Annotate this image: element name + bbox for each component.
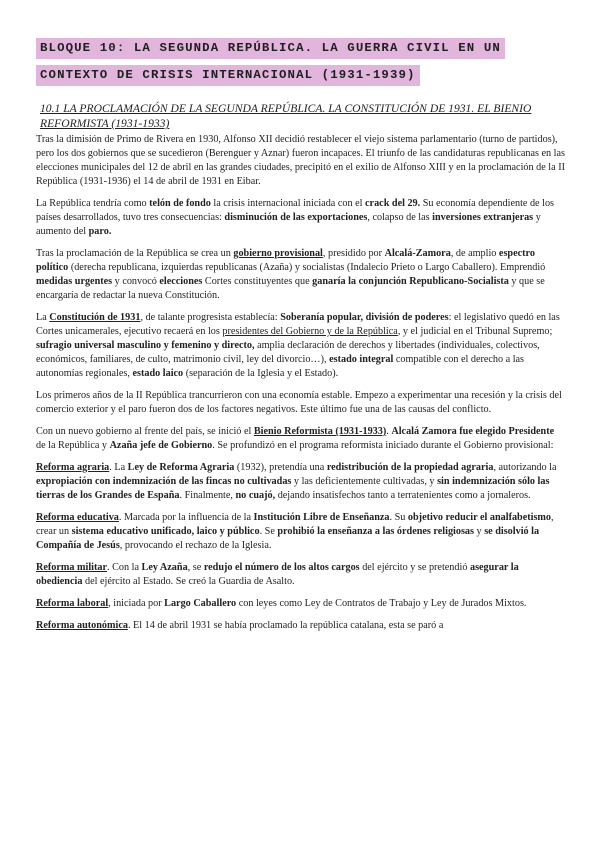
bold-text-run: Soberanía popular, división de poderes: [280, 312, 449, 323]
paragraph-provisional-government: [36, 247, 566, 303]
bold-text-run: Reforma educativa: [36, 512, 119, 523]
text-run: dejando insatisfechos tanto a terratenientes como a jornaleros.: [275, 490, 531, 501]
text-run: , iniciada por: [108, 598, 165, 609]
text-run: del ejército al Estado. Se creó la Guardia de Asalto.: [82, 576, 295, 587]
text-run: Con un nuevo gobierno al frente del país, se inició el: [36, 426, 254, 437]
paragraph-reformist-biennium: [36, 425, 566, 453]
bold-text-run: inversiones extranjeras: [432, 212, 534, 223]
text-run: Los primeros años de la II República trancurrieron con una economía estable. Empezo a experimentar una recesión y la crisis del comercio exterior y el paro fueron dos de los factores negativos. Este último fue una de las causas del conflicto.: [36, 390, 562, 415]
paragraph-military-reform: [36, 561, 566, 589]
text-run: , colapso de las: [367, 212, 433, 223]
text-run: de la República y: [36, 440, 110, 451]
text-run: . Se: [259, 526, 278, 537]
bold-text-run: prohibió la enseñanza a las órdenes religiosas: [277, 526, 474, 537]
text-run: y las deficientemente cultivadas, y: [291, 476, 438, 487]
bold-text-run: estado laico: [132, 368, 184, 379]
document-body: [36, 133, 566, 641]
bold-text-run: espectro político: [36, 248, 535, 273]
text-run: Tras la proclamación de la República se crea un: [36, 248, 234, 259]
paragraph-agrarian-reform: [36, 461, 566, 503]
text-run: , de amplio: [450, 248, 499, 259]
bold-text-run: objetivo reducir el analfabetismo: [407, 512, 552, 523]
bold-text-run: sistema educativo unificado, laico y público: [71, 526, 260, 537]
text-run: (1932), pretendía una: [234, 462, 327, 473]
bold-text-run: Reforma autonómica: [36, 620, 128, 631]
text-run: , presidido por: [322, 248, 385, 259]
text-run: . Se profundizó en el programa reformista iniciado durante el Gobierno provisional:: [212, 440, 554, 451]
bold-text-run: crack del 29.: [365, 198, 421, 209]
bold-text-run: Reforma agraria: [36, 462, 110, 473]
text-run: y convocó: [112, 276, 160, 287]
title-line-1: BLOQUE 10: LA SEGUNDA REPÚBLICA. LA GUERRA CIVIL EN UN: [36, 38, 505, 59]
text-run: , provocando el rechazo de la Iglesia.: [119, 540, 272, 551]
text-run: con leyes como Ley de Contratos de Trabajo y Ley de Jurados Mixtos.: [236, 598, 527, 609]
text-run: amplia declaración de derechos y libertades (individuales, colectivos, económicos, familiares, de culto, matrimonio civil, ley del divorcio…),: [36, 340, 540, 365]
text-run: Tras la dimisión de Primo de Rivera en 1930, Alfonso XII decidió restablecer el viejo sistema parlamentario (turno de partidos), pero los dos gobiernos que se sucedieron (Berenguer y Aznar) fueron incapaces. El triunfo de las candidaturas republicanas en las elecciones municipales del 12 de abril en las grandes ciudades, precipitó en el exilio de Alfonso XIII y en la proclamación de la II República (1931-1936) el 14 de abril de 1931 en Eibar.: [36, 134, 565, 187]
bold-text-run: Alcalá Zamora fue elegido Presidente: [391, 426, 555, 437]
text-run: . El 14 de abril 1931 se había proclamado la república catalana, esta se paró a: [127, 620, 444, 631]
text-run: presidentes del Gobierno y de la República: [222, 326, 398, 337]
bold-text-run: Alcalá-Zamora: [384, 248, 451, 259]
text-run: y aumento del: [36, 212, 541, 237]
bold-text-run: Azaña jefe de Gobierno: [109, 440, 213, 451]
bold-text-run: Constitución de 1931: [49, 312, 141, 323]
bold-text-run: telón de fondo: [149, 198, 211, 209]
text-run: (derecha republicana, izquierdas republicanas (Azaña) y socialistas (Indalecio Prieto o Largo Caballero). Emprendió: [68, 262, 546, 273]
text-run: : el legislativo quedó en las Cortes unicamerales, ejecutivo recaerá en los: [36, 312, 560, 337]
text-run: compatible con el derecho a las autonomías regionales,: [36, 354, 525, 379]
bold-text-run: paro.: [88, 226, 112, 237]
title-line-2: CONTEXTO DE CRISIS INTERNACIONAL (1931-1939): [36, 65, 420, 86]
bold-text-run: gobierno provisional: [233, 248, 323, 259]
text-run: la crisis internacional iniciada con el: [210, 198, 366, 209]
text-run: , de talante progresista establecía:: [140, 312, 281, 323]
bold-text-run: sufragio universal masculino y femenino y directo,: [36, 340, 255, 351]
bold-text-run: no cuajó,: [235, 490, 276, 501]
bold-text-run: expropiación con indemnización de las fincas no cultivadas: [36, 476, 292, 487]
bold-text-run: redujo el número de los altos cargos: [203, 562, 360, 573]
text-run: , autorizando la: [493, 462, 557, 473]
paragraph-autonomic-reform: [36, 619, 566, 633]
text-run: La República tendría como: [36, 198, 150, 209]
paragraph-constitution: [36, 311, 566, 381]
bold-text-run: estado integral: [329, 354, 394, 365]
bold-text-run: Reforma laboral: [36, 598, 109, 609]
text-run: , crear un: [36, 512, 554, 537]
text-run: y que se encargaría de redactar la nueva Constitución.: [36, 276, 545, 301]
text-run: Su economía dependiente de los países desarrollados, tuvo tres consecuencias:: [36, 198, 555, 223]
paragraph-early-years: [36, 389, 566, 417]
text-run: . Finalmente,: [179, 490, 236, 501]
bold-text-run: sin indemnización sólo las tierras de los Grandes de España: [36, 476, 550, 501]
paragraph-context: [36, 197, 566, 239]
bold-text-run: elecciones: [159, 276, 203, 287]
bold-text-run: ganaría la conjunción Republicano-Socialista: [312, 276, 509, 287]
text-run: La: [36, 312, 50, 323]
text-run: . Su: [389, 512, 408, 523]
bold-text-run: asegurar la obediencia: [36, 562, 519, 587]
text-run: del ejército y se pretendió: [359, 562, 470, 573]
bloque-title: [36, 38, 566, 90]
bold-text-run: Bienio Reformista (1931-1933): [253, 426, 387, 437]
text-run: .: [386, 426, 392, 437]
text-run: Cortes constituyentes que: [202, 276, 313, 287]
bold-text-run: redistribución de la propiedad agraria: [326, 462, 494, 473]
bold-text-run: Ley de Reforma Agraria: [127, 462, 235, 473]
bold-text-run: Ley Azaña: [141, 562, 188, 573]
paragraph-education-reform: [36, 511, 566, 553]
bold-text-run: medidas urgentes: [36, 276, 113, 287]
section-heading: 10.1 LA PROCLAMACIÓN DE LA SEGUNDA REPÚBLICA. LA CONSTITUCIÓN DE 1931. EL BIENIO REFORMISTA (1931-1933): [40, 102, 532, 130]
text-run: y: [474, 526, 485, 537]
text-run: . Con la: [107, 562, 142, 573]
paragraph-intro: [36, 133, 566, 189]
text-run: . La: [109, 462, 128, 473]
bold-text-run: disminución de las exportaciones: [224, 212, 368, 223]
bold-text-run: se disolvió la Compañía de Jesús: [36, 526, 540, 551]
text-run: . Marcada por la influencia de la: [118, 512, 254, 523]
text-run: , y el judicial en el Tribunal Supremo;: [397, 326, 553, 337]
paragraph-labour-reform: [36, 597, 566, 611]
bold-text-run: Institución Libre de Enseñanza: [253, 512, 390, 523]
bold-text-run: Largo Caballero: [164, 598, 237, 609]
text-run: , se: [187, 562, 204, 573]
bold-text-run: Reforma militar: [36, 562, 107, 573]
text-run: (separación de la Iglesia y el Estado).: [183, 368, 339, 379]
